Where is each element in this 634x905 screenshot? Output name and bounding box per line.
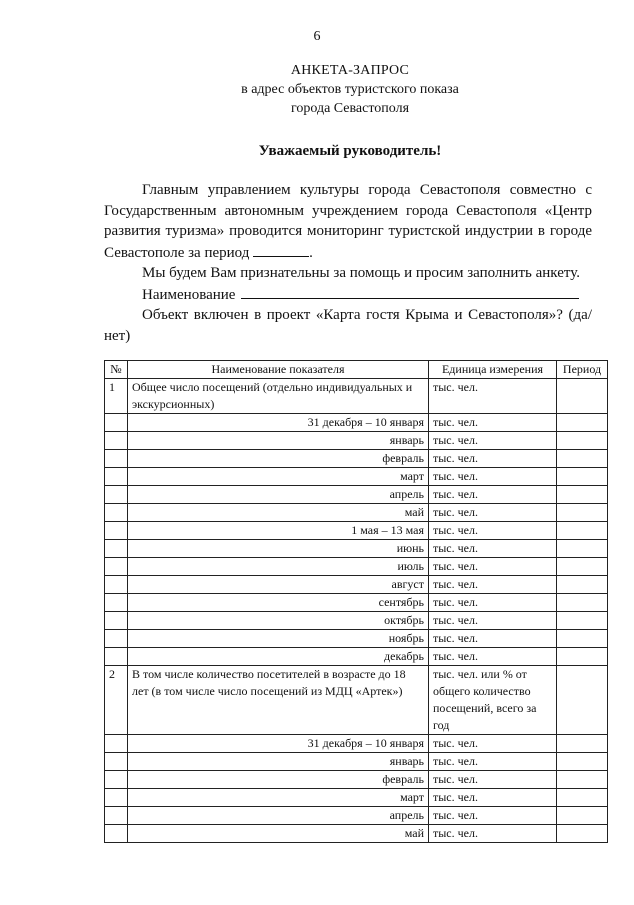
form-title: АНКЕТА-ЗАПРОС: [290, 63, 410, 78]
table-row: [105, 468, 608, 486]
row-unit: тыс. чел.: [429, 468, 557, 486]
table-row: [105, 522, 608, 540]
row-unit: тыс. чел.: [429, 522, 557, 540]
row-unit: тыс. чел.: [429, 612, 557, 630]
indicator-table: [104, 360, 608, 843]
row-indicator: апрель: [128, 486, 429, 504]
row-indicator: февраль: [128, 771, 429, 789]
row-indicator: март: [128, 468, 429, 486]
table-row: [105, 771, 608, 789]
table-body: [105, 379, 608, 843]
row-period: [557, 486, 608, 504]
table-row: [105, 807, 608, 825]
form-subtitle-line1: в адрес объектов туристского показа: [241, 82, 459, 97]
row-period: [557, 540, 608, 558]
row-indicator: В том числе количество посетителей в возрасте до 18 лет (в том числе число посещений из МДЦ «Артек»): [128, 666, 429, 735]
row-indicator: сентябрь: [128, 594, 429, 612]
row-period: [557, 612, 608, 630]
row-indicator: октябрь: [128, 612, 429, 630]
row-unit: тыс. чел.: [429, 630, 557, 648]
row-period: [557, 468, 608, 486]
name-line: [104, 284, 592, 306]
paragraph-intro-end: .: [309, 244, 313, 261]
form-subtitle-line2: города Севастополя: [290, 101, 410, 116]
table-row: [105, 594, 608, 612]
row-indicator: Общее число посещений (отдельно индивидуальных и экскурсионных): [128, 379, 429, 414]
row-unit: тыс. чел.: [429, 735, 557, 753]
paragraph-request: Мы будем Вам признательны за помощь и просим заполнить анкету.: [142, 265, 580, 281]
table-row: [105, 450, 608, 468]
table-row: [105, 379, 608, 414]
row-unit: тыс. чел.: [429, 379, 557, 414]
table-row: [105, 753, 608, 771]
table-row: [105, 612, 608, 630]
row-unit: тыс. чел.: [429, 486, 557, 504]
table-row: [105, 648, 608, 666]
form-header: [0, 61, 634, 118]
table-row: [105, 432, 608, 450]
table-header-row: [105, 361, 608, 379]
row-period: [557, 414, 608, 432]
paragraph-project: Объект включен в проект «Карта гостя Крыма и Севастополя»? (да/нет): [104, 307, 592, 344]
row-indicator: апрель: [128, 807, 429, 825]
row-period: [557, 789, 608, 807]
row-indicator: 1 мая – 13 мая: [128, 522, 429, 540]
row-period: [557, 379, 608, 414]
row-unit: тыс. чел.: [429, 432, 557, 450]
row-period: [557, 576, 608, 594]
row-period: [557, 825, 608, 843]
table-row: [105, 558, 608, 576]
letter-body: [104, 180, 592, 346]
row-indicator: август: [128, 576, 429, 594]
row-period: [557, 807, 608, 825]
row-unit: тыс. чел.: [429, 771, 557, 789]
row-unit: тыс. чел.: [429, 825, 557, 843]
row-num: 1: [105, 379, 128, 414]
table-row: [105, 504, 608, 522]
table-row: [105, 540, 608, 558]
row-unit: тыс. чел. или % от общего количество посещений, всего за год: [429, 666, 557, 735]
row-period: [557, 630, 608, 648]
row-unit: тыс. чел.: [429, 753, 557, 771]
row-period: [557, 558, 608, 576]
table-row: [105, 735, 608, 753]
row-unit: тыс. чел.: [429, 504, 557, 522]
row-unit: тыс. чел.: [429, 576, 557, 594]
header-indicator: Наименование показателя: [128, 361, 429, 379]
row-indicator: 31 декабря – 10 января: [128, 735, 429, 753]
row-indicator: 31 декабря – 10 января: [128, 414, 429, 432]
header-period: Период: [557, 361, 608, 379]
paragraph-intro-text: Главным управлением культуры города Севастополя совместно с Государственным автономным учреждением города Севастополя «Центр развития туризма» проводится мониторинг туристской индустрии в городе Севастополе за период: [104, 182, 592, 261]
row-period: [557, 450, 608, 468]
row-indicator: январь: [128, 753, 429, 771]
period-blank: [253, 242, 309, 257]
row-indicator: январь: [128, 432, 429, 450]
row-unit: тыс. чел.: [429, 414, 557, 432]
header-num: №: [105, 361, 128, 379]
row-unit: тыс. чел.: [429, 807, 557, 825]
table-row: [105, 414, 608, 432]
page-number: 6: [313, 29, 321, 44]
row-unit: тыс. чел.: [429, 558, 557, 576]
row-period: [557, 753, 608, 771]
row-indicator: июль: [128, 558, 429, 576]
table-row: [105, 576, 608, 594]
paragraph-intro: [104, 180, 592, 263]
row-unit: тыс. чел.: [429, 540, 557, 558]
table-row: [105, 630, 608, 648]
row-unit: тыс. чел.: [429, 450, 557, 468]
greeting: Уважаемый руководитель!: [258, 143, 442, 159]
row-unit: тыс. чел.: [429, 789, 557, 807]
row-indicator: март: [128, 789, 429, 807]
row-period: [557, 666, 608, 735]
row-indicator: февраль: [128, 450, 429, 468]
table-row: [105, 486, 608, 504]
table-row: [105, 789, 608, 807]
row-unit: тыс. чел.: [429, 648, 557, 666]
row-period: [557, 648, 608, 666]
name-label: Наименование: [142, 286, 236, 303]
row-period: [557, 504, 608, 522]
row-num: 2: [105, 666, 128, 735]
row-period: [557, 735, 608, 753]
row-period: [557, 594, 608, 612]
row-indicator: май: [128, 825, 429, 843]
header-unit: Единица измерения: [429, 361, 557, 379]
name-blank: [241, 284, 579, 299]
row-unit: тыс. чел.: [429, 594, 557, 612]
row-period: [557, 771, 608, 789]
row-indicator: май: [128, 504, 429, 522]
table-row: [105, 825, 608, 843]
row-indicator: декабрь: [128, 648, 429, 666]
row-period: [557, 522, 608, 540]
row-period: [557, 432, 608, 450]
row-indicator: ноябрь: [128, 630, 429, 648]
table-row: [105, 666, 608, 735]
row-indicator: июнь: [128, 540, 429, 558]
